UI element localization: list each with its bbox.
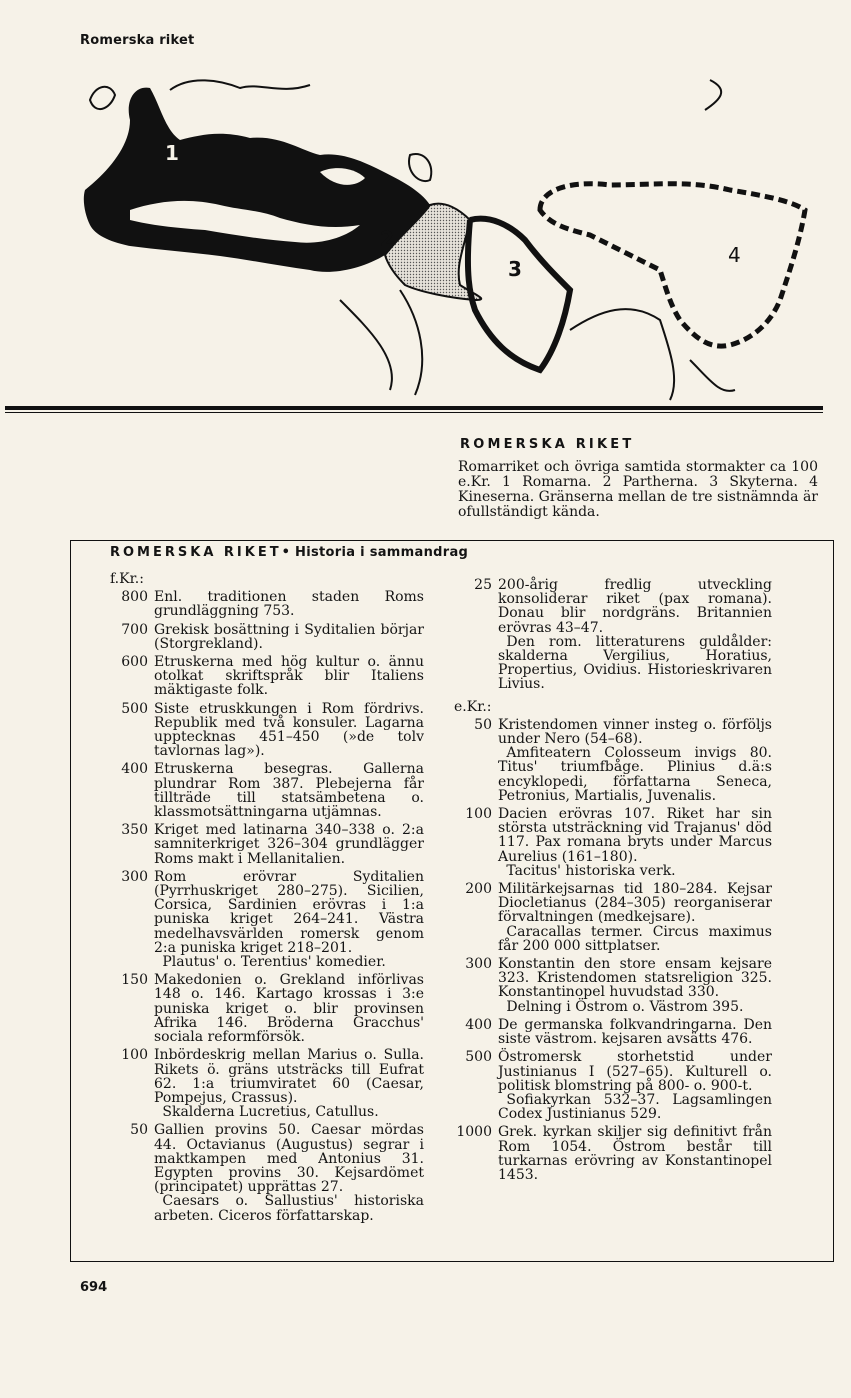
timeline-year: 300 [121,868,148,885]
coastline-north [170,80,310,90]
timeline-paragraph: Tacitus' historiska verk. [506,862,676,879]
section-divider-thin [5,412,823,413]
timeline-column-bc [110,572,424,1227]
page-number: 694 [80,1280,108,1295]
timeline-year: 100 [465,806,492,823]
timeline-text [154,655,424,698]
timeline-year: 500 [465,1049,492,1066]
era-label-ad: e.Kr.: [454,698,492,715]
timeline-entry [110,702,424,759]
timeline-year: 25 [474,577,492,593]
timeline-entry [110,590,424,618]
timeline-entry [454,1050,772,1121]
timeline-text [154,823,424,866]
summary-title-main: ROMERSKA RIKET [110,545,282,560]
timeline-paragraph: Kriget med latinarna 340–338 o. 2:a samniterkriget 326–304 grundlägger Roms makt i Mellanitalien. [154,822,424,867]
map-caption-text: Romarriket och övriga samtida stormakter ca 100 e.Kr. 1 Romarna. 2 Partherna. 3 Skyterna. 4 Kineserna. Gränserna mellan de tre sistnämnda är ofullständigt kända. [458,459,818,520]
timeline-text [498,807,772,878]
timeline-text [154,870,424,969]
timeline-entry [110,973,424,1044]
timeline-text [154,623,424,651]
timeline-entries-bc [110,590,424,1223]
chinese-empire-border [540,184,805,346]
timeline-year: 150 [121,972,148,989]
timeline-entry [110,870,424,969]
timeline-paragraph: Inbördeskrig mellan Marius o. Sulla. Rikets ö. gräns utsträcks till Eufrat 62. 1:a triumviratet 60 (Caesar, Pompejus, Crassus). [154,1047,424,1106]
timeline-paragraph: Caesars o. Sallustius' historiska arbeten. Ciceros författarskap. [154,1193,424,1224]
coastline-india [570,309,674,400]
timeline-entry [454,882,772,953]
timeline-paragraph: Rom erövrar Syditalien (Pyrrhuskriget 280–275). Sicilien, Corsica, Sardinien erövras i 1:a puniska kriget 264–241. Västra medelhavsvärlden romersk genom 2:a puniska kriget 218–201. [154,868,424,956]
timeline-year: 200 [465,881,492,898]
timeline-paragraph: Militärkejsarnas tid 180–284. Kejsar Diocletianus (284–305) reorganiserar förvaltningen (medkejsare). [498,881,772,926]
timeline-paragraph: Siste etruskkungen i Rom fördrivs. Republik med två konsuler. Lagarna upptecknas 451–450 (»de tolv tavlornas lag»). [154,700,424,760]
timeline-paragraph: Amfiteatern Colosseum invigs 80. Titus' triumfbåge. Plinius d.ä:s encyklopedi, författarna Seneca, Petronius, Martialis, Juvenalis. [498,745,772,804]
coastline-arabia [340,290,422,395]
caspian-sea [409,154,431,181]
timeline-year: 600 [121,654,148,671]
timeline-text [498,1050,772,1121]
timeline-year: 50 [474,716,492,733]
timeline-paragraph: Gallien provins 50. Caesar mördas 44. Octavianus (Augustus) segrar i maktkampen med Antonius 31. Egypten provins 30. Kejsardömet (principatet) upprättas 27. [154,1122,424,1196]
timeline-year: 700 [121,621,148,638]
timeline-paragraph: Makedonien o. Grekland införlivas 148 o. 146. Kartago krossas i 3:e puniska kriget o. blir provinsen Afrika 146. Bröderna Gracchus' sociala reformförsök. [154,972,424,1046]
timeline-text [498,718,772,803]
timeline-year: 400 [465,1016,492,1033]
timeline-paragraph: Östromersk storhetstid under Justinianus I (527–65). Kulturell o. politisk blomstring på 800- o. 900-t. [498,1049,772,1094]
timeline-year: 800 [121,589,148,606]
section-divider [5,406,823,410]
timeline-paragraph: Kristendomen vinner insteg o. förföljs under Nero (54–68). [498,716,772,748]
timeline-year: 100 [121,1047,148,1064]
timeline-entries-ad [454,718,772,1182]
timeline-paragraph: Sofiakyrkan 532–37. Lagsamlingen Codex Justinianus 529. [498,1091,772,1123]
timeline-year: 400 [121,761,148,778]
coastline-southeast-asia [690,360,735,391]
timeline-entry [110,1048,424,1119]
timeline-year: 500 [121,700,148,717]
roman-empire-region [84,88,430,272]
timeline-text [154,590,424,618]
scythian-empire-border [468,219,570,370]
timeline-paragraph: Grek. kyrkan skiljer sig definitivt från Rom 1054. Östrom består till turkarnas erövring av Konstantinopel 1453. [498,1124,772,1183]
timeline-entry [454,718,772,803]
map-label-chinese: 4 [728,243,741,267]
summary-subtitle: • Historia i sammandrag [281,545,469,560]
timeline-paragraph: Den rom. litteraturens guldålder: skalderna Vergilius, Horatius, Propertius, Ovidius. Historieskrivaren Livius. [498,633,772,693]
map-label-parthians: 2 [380,227,394,251]
timeline-paragraph: Grekisk bosättning i Syditalien börjar (Storgrekland). [154,621,424,652]
timeline-entry [110,823,424,866]
timeline-year: 350 [121,822,148,839]
empire-map [70,60,820,405]
timeline-paragraph: Plautus' o. Terentius' komedier. [162,954,386,971]
timeline-text [154,702,424,759]
timeline-entry [454,807,772,878]
timeline-paragraph: Skalderna Lucretius, Catullus. [162,1104,379,1121]
timeline-entries-transition [454,578,772,692]
timeline-text [498,578,772,692]
coastline-scandinavia [705,80,721,110]
era-label-bc: f.Kr.: [110,571,144,587]
timeline-entry [454,957,772,1014]
timeline-text [154,762,424,819]
timeline-text [498,1125,772,1182]
timeline-paragraph: Caracallas termer. Circus maximus får 200 000 sittplatser. [498,923,772,954]
timeline-text [154,1123,424,1222]
timeline-paragraph: Dacien erövras 107. Riket har sin största utsträckning vid Trajanus' död 117. Pax romana bryts under Marcus Aurelius (161–180). [498,806,772,865]
timeline-paragraph: Enl. traditionen staden Roms grundläggning 753. [154,589,424,620]
map-label-romans: 1 [165,141,179,165]
timeline-text [154,1048,424,1119]
timeline-entry [110,623,424,651]
map-label-scythians: 3 [508,257,522,281]
map-caption-title: ROMERSKA RIKET [460,437,635,452]
timeline-paragraph: Etruskerna med hög kultur o. ännu otolkat skriftspråk blir Italiens mäktigaste folk. [154,654,424,699]
timeline-paragraph: Delning i Östrom o. Västrom 395. [506,998,744,1015]
timeline-year: 1000 [456,1124,492,1141]
timeline-year: 50 [130,1122,148,1139]
timeline-entry [454,1125,772,1182]
timeline-text [498,882,772,953]
british-isles-outline [90,87,115,109]
timeline-paragraph: Konstantin den store ensam kejsare 323. Kristendomen statsreligion 325. Konstantinopel huvudstad 330. [498,956,772,1001]
timeline-entry [110,655,424,698]
timeline-text [154,973,424,1044]
timeline-column-ad [454,578,772,1186]
timeline-entry [454,578,772,692]
timeline-paragraph: 200-årig fredlig utveckling konsoliderar riket (pax romana). Donau blir nordgräns. Britannien erövras 43–47. [498,577,772,636]
timeline-paragraph: De germanska folkvandringarna. Den siste västrom. kejsaren avsätts 476. [498,1016,772,1048]
timeline-entry [454,1018,772,1046]
timeline-year: 300 [465,956,492,973]
page-header-title: Romerska riket [80,33,195,48]
timeline-text [498,957,772,1014]
summary-title [110,545,468,560]
timeline-text [498,1018,772,1046]
timeline-paragraph: Etruskerna besegras. Gallerna plundrar Rom 387. Plebejerna får tillträde till statsämbetena o. klassmotsättningarna utjämnas. [154,761,424,821]
timeline-entry [110,1123,424,1222]
timeline-entry [110,762,424,819]
